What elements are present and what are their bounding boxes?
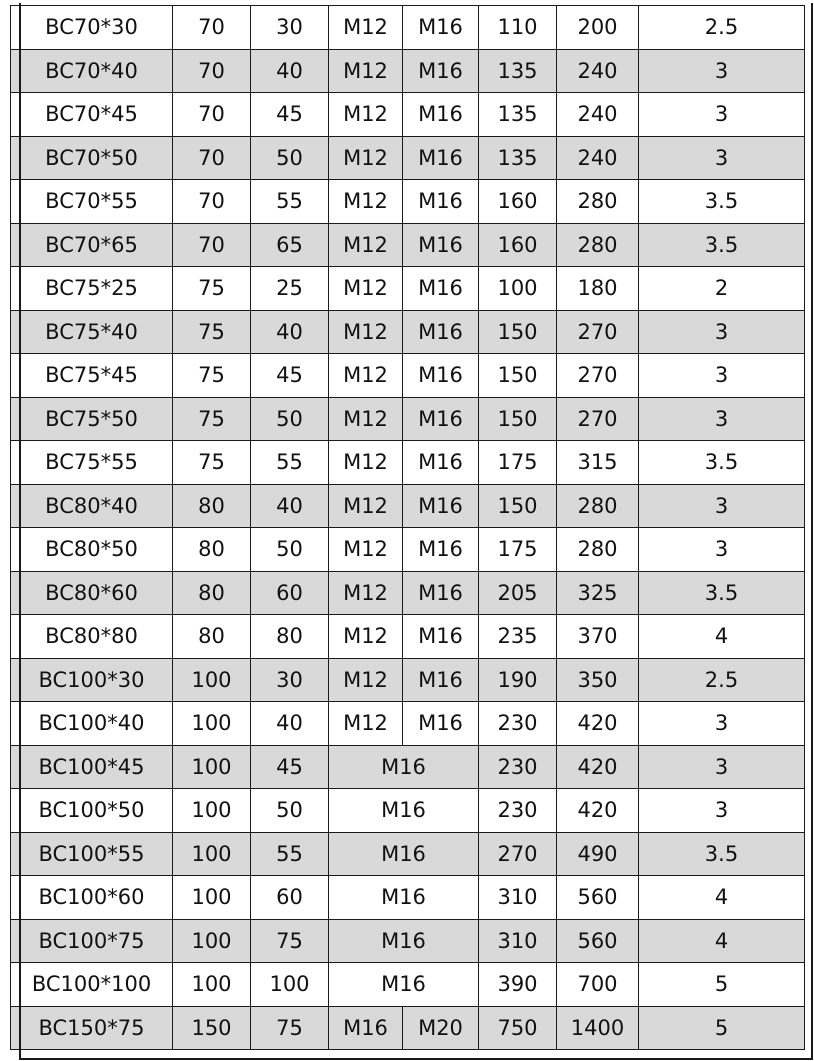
table-row — [11, 571, 805, 615]
dimension-a-cell: 100 — [173, 963, 251, 1007]
dimension-b-cell: 75 — [251, 919, 329, 963]
dimension-a-cell: 100 — [173, 789, 251, 833]
dimension-d-cell: 490 — [557, 832, 639, 876]
table-row — [11, 484, 805, 528]
dimension-b-cell: 30 — [251, 658, 329, 702]
dimension-b-cell: 100 — [251, 963, 329, 1007]
dimension-c-cell: 230 — [479, 789, 557, 833]
bolt-size-1-cell: M12 — [329, 484, 403, 528]
table-row — [11, 441, 805, 485]
bolt-size-cell: M16 — [329, 745, 479, 789]
dimension-c-cell: 135 — [479, 49, 557, 93]
table-row — [11, 745, 805, 789]
table-row — [11, 528, 805, 572]
model-cell: BC100*75 — [11, 919, 173, 963]
dimension-b-cell: 40 — [251, 49, 329, 93]
dimension-d-cell: 420 — [557, 745, 639, 789]
dimension-c-cell: 160 — [479, 223, 557, 267]
bolt-size-2-cell: M20 — [403, 1006, 479, 1050]
dimension-d-cell: 350 — [557, 658, 639, 702]
dimension-d-cell: 560 — [557, 876, 639, 920]
bolt-size-2-cell: M16 — [403, 136, 479, 180]
dimension-b-cell: 55 — [251, 441, 329, 485]
dimension-d-cell: 280 — [557, 528, 639, 572]
dimension-c-cell: 310 — [479, 919, 557, 963]
dimension-c-cell: 205 — [479, 571, 557, 615]
dimension-d-cell: 315 — [557, 441, 639, 485]
bolt-size-1-cell: M12 — [329, 49, 403, 93]
dimension-a-cell: 70 — [173, 6, 251, 50]
table-row — [11, 876, 805, 920]
model-cell: BC75*45 — [11, 354, 173, 398]
table-row — [11, 615, 805, 659]
dimension-b-cell: 75 — [251, 1006, 329, 1050]
dimension-c-cell: 270 — [479, 832, 557, 876]
bolt-size-2-cell: M16 — [403, 484, 479, 528]
dimension-b-cell: 60 — [251, 876, 329, 920]
dimension-c-cell: 390 — [479, 963, 557, 1007]
bolt-size-2-cell: M16 — [403, 49, 479, 93]
dimension-b-cell: 40 — [251, 310, 329, 354]
bolt-size-1-cell: M12 — [329, 136, 403, 180]
value-cell: 2.5 — [639, 6, 805, 50]
dimension-a-cell: 100 — [173, 832, 251, 876]
dimension-a-cell: 100 — [173, 702, 251, 746]
value-cell: 3 — [639, 484, 805, 528]
dimension-c-cell: 175 — [479, 528, 557, 572]
dimension-a-cell: 100 — [173, 876, 251, 920]
bolt-size-2-cell: M16 — [403, 223, 479, 267]
dimension-d-cell: 270 — [557, 310, 639, 354]
table-row — [11, 6, 805, 50]
dimension-d-cell: 270 — [557, 354, 639, 398]
bolt-size-2-cell: M16 — [403, 354, 479, 398]
bolt-size-cell: M16 — [329, 832, 479, 876]
table-row — [11, 93, 805, 137]
dimension-c-cell: 175 — [479, 441, 557, 485]
model-cell: BC70*30 — [11, 6, 173, 50]
dimension-b-cell: 55 — [251, 180, 329, 224]
model-cell: BC80*80 — [11, 615, 173, 659]
table-row — [11, 354, 805, 398]
value-cell: 4 — [639, 876, 805, 920]
bolt-size-1-cell: M12 — [329, 528, 403, 572]
table-row — [11, 136, 805, 180]
model-cell: BC75*50 — [11, 397, 173, 441]
spec-table — [10, 5, 805, 1050]
table-row — [11, 310, 805, 354]
value-cell: 4 — [639, 615, 805, 659]
dimension-b-cell: 30 — [251, 6, 329, 50]
table-row — [11, 1006, 805, 1050]
dimension-c-cell: 150 — [479, 397, 557, 441]
value-cell: 2 — [639, 267, 805, 311]
value-cell: 3.5 — [639, 441, 805, 485]
value-cell: 3 — [639, 702, 805, 746]
bolt-size-2-cell: M16 — [403, 93, 479, 137]
bolt-size-1-cell: M12 — [329, 397, 403, 441]
model-cell: BC100*55 — [11, 832, 173, 876]
value-cell: 3 — [639, 93, 805, 137]
model-cell: BC100*50 — [11, 789, 173, 833]
dimension-b-cell: 50 — [251, 528, 329, 572]
dimension-b-cell: 65 — [251, 223, 329, 267]
dimension-a-cell: 80 — [173, 571, 251, 615]
dimension-a-cell: 150 — [173, 1006, 251, 1050]
dimension-d-cell: 1400 — [557, 1006, 639, 1050]
dimension-b-cell: 50 — [251, 136, 329, 180]
dimension-a-cell: 75 — [173, 441, 251, 485]
model-cell: BC70*45 — [11, 93, 173, 137]
bolt-size-1-cell: M12 — [329, 571, 403, 615]
bolt-size-2-cell: M16 — [403, 571, 479, 615]
value-cell: 2.5 — [639, 658, 805, 702]
model-cell: BC75*25 — [11, 267, 173, 311]
value-cell: 3 — [639, 49, 805, 93]
dimension-a-cell: 75 — [173, 397, 251, 441]
dimension-d-cell: 180 — [557, 267, 639, 311]
dimension-b-cell: 45 — [251, 745, 329, 789]
dimension-b-cell: 50 — [251, 789, 329, 833]
dimension-a-cell: 80 — [173, 615, 251, 659]
table-row — [11, 919, 805, 963]
model-cell: BC100*60 — [11, 876, 173, 920]
model-cell: BC100*100 — [11, 963, 173, 1007]
dimension-b-cell: 45 — [251, 93, 329, 137]
bolt-size-2-cell: M16 — [403, 658, 479, 702]
model-cell: BC70*55 — [11, 180, 173, 224]
bolt-size-1-cell: M16 — [329, 1006, 403, 1050]
model-cell: BC150*75 — [11, 1006, 173, 1050]
dimension-b-cell: 40 — [251, 702, 329, 746]
model-cell: BC80*50 — [11, 528, 173, 572]
spec-table-body — [11, 6, 805, 1050]
dimension-a-cell: 75 — [173, 310, 251, 354]
table-row — [11, 832, 805, 876]
dimension-a-cell: 80 — [173, 528, 251, 572]
model-cell: BC100*40 — [11, 702, 173, 746]
dimension-b-cell: 45 — [251, 354, 329, 398]
dimension-c-cell: 230 — [479, 702, 557, 746]
value-cell: 3 — [639, 310, 805, 354]
model-cell: BC75*40 — [11, 310, 173, 354]
bolt-size-1-cell: M12 — [329, 658, 403, 702]
dimension-d-cell: 560 — [557, 919, 639, 963]
dimension-b-cell: 25 — [251, 267, 329, 311]
value-cell: 3 — [639, 354, 805, 398]
bolt-size-1-cell: M12 — [329, 310, 403, 354]
dimension-d-cell: 280 — [557, 223, 639, 267]
table-row — [11, 963, 805, 1007]
dimension-d-cell: 280 — [557, 180, 639, 224]
dimension-a-cell: 80 — [173, 484, 251, 528]
table-row — [11, 180, 805, 224]
bolt-size-cell: M16 — [329, 963, 479, 1007]
dimension-d-cell: 200 — [557, 6, 639, 50]
bolt-size-2-cell: M16 — [403, 528, 479, 572]
bolt-size-1-cell: M12 — [329, 6, 403, 50]
bolt-size-1-cell: M12 — [329, 93, 403, 137]
dimension-b-cell: 40 — [251, 484, 329, 528]
dimension-c-cell: 150 — [479, 310, 557, 354]
dimension-c-cell: 150 — [479, 354, 557, 398]
dimension-a-cell: 70 — [173, 93, 251, 137]
table-row — [11, 397, 805, 441]
bolt-size-1-cell: M12 — [329, 615, 403, 659]
value-cell: 4 — [639, 919, 805, 963]
value-cell: 5 — [639, 963, 805, 1007]
dimension-a-cell: 100 — [173, 919, 251, 963]
value-cell: 3 — [639, 789, 805, 833]
bolt-size-1-cell: M12 — [329, 441, 403, 485]
dimension-c-cell: 750 — [479, 1006, 557, 1050]
dimension-a-cell: 75 — [173, 267, 251, 311]
bolt-size-2-cell: M16 — [403, 6, 479, 50]
dimension-a-cell: 100 — [173, 745, 251, 789]
value-cell: 3 — [639, 397, 805, 441]
dimension-d-cell: 240 — [557, 136, 639, 180]
dimension-c-cell: 230 — [479, 745, 557, 789]
dimension-a-cell: 70 — [173, 223, 251, 267]
model-cell: BC70*50 — [11, 136, 173, 180]
dimension-c-cell: 135 — [479, 93, 557, 137]
bolt-size-cell: M16 — [329, 919, 479, 963]
model-cell: BC80*40 — [11, 484, 173, 528]
bolt-size-1-cell: M12 — [329, 354, 403, 398]
dimension-d-cell: 280 — [557, 484, 639, 528]
model-cell: BC75*55 — [11, 441, 173, 485]
dimension-d-cell: 700 — [557, 963, 639, 1007]
bolt-size-1-cell: M12 — [329, 267, 403, 311]
bolt-size-2-cell: M16 — [403, 702, 479, 746]
value-cell: 5 — [639, 1006, 805, 1050]
dimension-d-cell: 420 — [557, 702, 639, 746]
model-cell: BC100*45 — [11, 745, 173, 789]
bolt-size-2-cell: M16 — [403, 397, 479, 441]
dimension-a-cell: 70 — [173, 180, 251, 224]
model-cell: BC70*65 — [11, 223, 173, 267]
table-row — [11, 658, 805, 702]
value-cell: 3 — [639, 528, 805, 572]
dimension-c-cell: 310 — [479, 876, 557, 920]
dimension-c-cell: 135 — [479, 136, 557, 180]
dimension-b-cell: 50 — [251, 397, 329, 441]
dimension-d-cell: 370 — [557, 615, 639, 659]
dimension-b-cell: 60 — [251, 571, 329, 615]
bolt-size-2-cell: M16 — [403, 441, 479, 485]
model-cell: BC100*30 — [11, 658, 173, 702]
dimension-d-cell: 240 — [557, 49, 639, 93]
value-cell: 3.5 — [639, 832, 805, 876]
dimension-c-cell: 150 — [479, 484, 557, 528]
dimension-b-cell: 55 — [251, 832, 329, 876]
dimension-a-cell: 70 — [173, 136, 251, 180]
value-cell: 3.5 — [639, 571, 805, 615]
table-row — [11, 267, 805, 311]
dimension-a-cell: 100 — [173, 658, 251, 702]
model-cell: BC80*60 — [11, 571, 173, 615]
dimension-d-cell: 240 — [557, 93, 639, 137]
model-cell: BC70*40 — [11, 49, 173, 93]
bolt-size-cell: M16 — [329, 876, 479, 920]
value-cell: 3 — [639, 136, 805, 180]
dimension-c-cell: 160 — [479, 180, 557, 224]
dimension-a-cell: 70 — [173, 49, 251, 93]
dimension-c-cell: 190 — [479, 658, 557, 702]
table-row — [11, 702, 805, 746]
value-cell: 3 — [639, 745, 805, 789]
bolt-size-1-cell: M12 — [329, 702, 403, 746]
dimension-b-cell: 80 — [251, 615, 329, 659]
dimension-c-cell: 100 — [479, 267, 557, 311]
bolt-size-1-cell: M12 — [329, 223, 403, 267]
spec-sheet — [10, 5, 804, 1050]
table-row — [11, 223, 805, 267]
bolt-size-2-cell: M16 — [403, 180, 479, 224]
dimension-c-cell: 235 — [479, 615, 557, 659]
value-cell: 3.5 — [639, 180, 805, 224]
table-row — [11, 49, 805, 93]
dimension-d-cell: 420 — [557, 789, 639, 833]
bolt-size-2-cell: M16 — [403, 615, 479, 659]
dimension-c-cell: 110 — [479, 6, 557, 50]
dimension-a-cell: 75 — [173, 354, 251, 398]
value-cell: 3.5 — [639, 223, 805, 267]
bolt-size-2-cell: M16 — [403, 267, 479, 311]
table-row — [11, 789, 805, 833]
bolt-size-2-cell: M16 — [403, 310, 479, 354]
bolt-size-cell: M16 — [329, 789, 479, 833]
bolt-size-1-cell: M12 — [329, 180, 403, 224]
dimension-d-cell: 270 — [557, 397, 639, 441]
dimension-d-cell: 325 — [557, 571, 639, 615]
